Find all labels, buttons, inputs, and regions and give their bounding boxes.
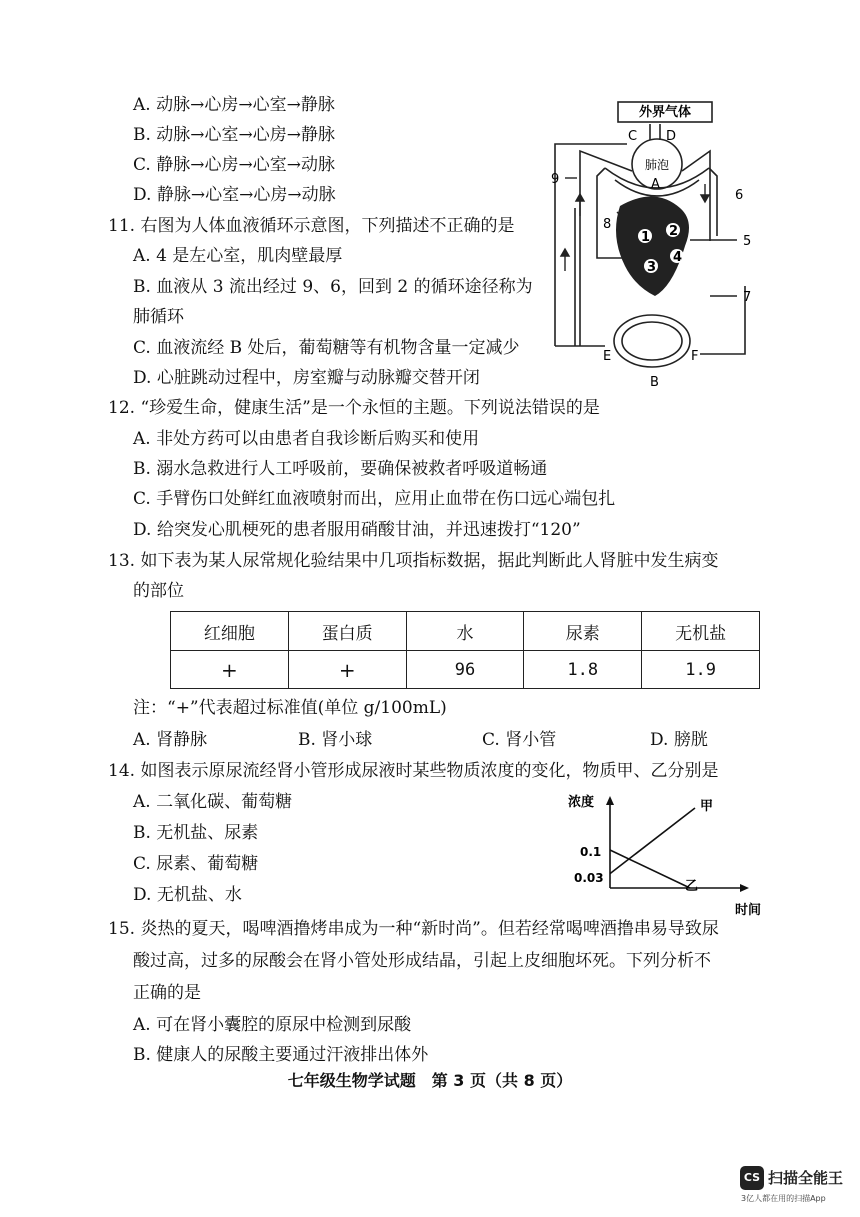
q11-option-b-cont: 肺循环	[133, 307, 184, 327]
q10-option-a: A. 动脉→心房→心室→静脉	[133, 95, 335, 115]
series-label-jia: 甲	[700, 799, 714, 814]
heart-shape	[616, 196, 689, 296]
q10-option-b: B. 动脉→心室→心房→静脉	[133, 125, 336, 145]
q13-option-d: D. 膀胱	[650, 730, 708, 750]
table-cell: 1.9	[642, 651, 760, 689]
q14-option-b: B. 无机盐、尿素	[133, 823, 259, 843]
x-axis-label: 时间	[735, 903, 762, 918]
label-d: D	[666, 129, 677, 144]
table-header-cell: 水	[406, 612, 524, 651]
q15-option-a: A. 可在肾小囊腔的原尿中检测到尿酸	[133, 1015, 412, 1035]
y-axis-label: 浓度	[568, 795, 595, 810]
table-header-row	[171, 612, 760, 651]
table-cell: 96	[406, 651, 524, 689]
outside-gas-label: 外界气体	[638, 105, 692, 120]
series-label-yi: 乙	[685, 879, 699, 894]
q12-stem: 12. “珍爱生命，健康生活”是一个永恒的主题。下列说法错误的是	[108, 398, 600, 418]
q13-option-b: B. 肾小球	[298, 730, 373, 750]
watermark-subtitle: 3亿人都在用的扫描App	[741, 1194, 826, 1203]
label-c: C	[628, 129, 638, 144]
label-b: B	[650, 375, 659, 390]
label-1: 1	[641, 230, 651, 245]
table-header-cell: 无机盐	[642, 612, 760, 651]
q13-stem-cont: 的部位	[133, 581, 184, 601]
q12-option-c: C. 手臂伤口处鲜红血液喷射而出，应用止血带在伤口远心端包扎	[133, 489, 616, 509]
label-6: 6	[735, 188, 744, 203]
y-axis-arrow	[606, 796, 614, 805]
table-row	[171, 651, 760, 689]
q10-option-c: C. 静脉→心房→心室→动脉	[133, 155, 335, 175]
camscanner-logo-icon: CS	[740, 1166, 764, 1190]
q15-stem-cont-1: 酸过高，过多的尿酸会在肾小管处形成结晶，引起上皮细胞坏死。下列分析不	[133, 951, 711, 971]
series-line-jia	[610, 808, 695, 874]
label-2: 2	[669, 224, 679, 239]
table-cell: 1.8	[524, 651, 642, 689]
q12-option-d: D. 给突发心肌梗死的患者服用硝酸甘油，并迅速拨打“120”	[133, 520, 581, 540]
blood-circulation-diagram	[545, 96, 775, 391]
q12-option-a: A. 非处方药可以由患者自我诊断后购买和使用	[133, 429, 480, 449]
q14-option-d: D. 无机盐、水	[133, 885, 242, 905]
q14-option-c: C. 尿素、葡萄糖	[133, 854, 259, 874]
page-footer: 七年级生物学试题 第 3 页（共 8 页）	[287, 1071, 573, 1090]
q11-option-c: C. 血液流经 B 处后，葡萄糖等有机物含量一定减少	[133, 338, 520, 358]
label-5: 5	[743, 234, 752, 249]
q14-option-a: A. 二氧化碳、葡萄糖	[133, 792, 293, 812]
q11-option-d: D. 心脏跳动过程中，房室瓣与动脉瓣交替开闭	[133, 368, 480, 388]
label-a: A	[651, 177, 660, 192]
alveoli-label: 肺泡	[644, 158, 670, 172]
label-9: 9	[551, 172, 560, 187]
q11-option-b: B. 血液从 3 流出经过 9、6，回到 2 的循环途径称为	[133, 277, 533, 297]
x-axis-arrow	[740, 884, 749, 892]
q12-option-b: B. 溺水急救进行人工呼吸前，要确保被救者呼吸道畅通	[133, 459, 548, 479]
y-tick-label-0.1: 0.1	[580, 845, 602, 859]
q15-stem-cont-2: 正确的是	[133, 983, 201, 1003]
q10-option-d: D. 静脉→心室→心房→动脉	[133, 185, 336, 205]
q13-stem: 13. 如下表为某人尿常规化验结果中几项指标数据，据此判断此人肾脏中发生病变	[108, 551, 719, 571]
label-7: 7	[743, 290, 752, 305]
label-f: F	[691, 349, 699, 364]
watermark-name: 扫描全能王	[768, 1169, 844, 1187]
concentration-chart	[560, 788, 775, 918]
q14-stem: 14. 如图表示原尿流经肾小管形成尿液时某些物质浓度的变化，物质甲、乙分别是	[108, 761, 719, 781]
label-3: 3	[647, 260, 657, 275]
q13-option-a: A. 肾静脉	[133, 730, 208, 750]
q15-stem: 15. 炎热的夏天，喝啤酒撸烤串成为一种“新时尚”。但若经常喝啤酒撸串易导致尿	[108, 919, 719, 939]
table-cell: +	[171, 651, 289, 689]
series-line-yi	[610, 850, 690, 888]
table-cell: +	[288, 651, 406, 689]
label-4: 4	[673, 250, 683, 265]
q13-option-c: C. 肾小管	[482, 730, 557, 750]
y-tick-label-0.03: 0.03	[574, 871, 604, 885]
table-header-cell: 蛋白质	[288, 612, 406, 651]
q15-option-b: B. 健康人的尿酸主要通过汗液排出体外	[133, 1045, 429, 1065]
label-8: 8	[603, 217, 612, 232]
urine-test-table	[170, 611, 760, 689]
table-header-cell: 红细胞	[171, 612, 289, 651]
q11-stem: 11. 右图为人体血液循环示意图，下列描述不正确的是	[108, 216, 515, 236]
table-header-cell: 尿素	[524, 612, 642, 651]
q11-option-a: A. 4 是左心室，肌肉壁最厚	[133, 246, 343, 266]
q13-note: 注：“+”代表超过标准值(单位 g/100mL)	[133, 698, 447, 718]
label-e: E	[603, 349, 612, 364]
